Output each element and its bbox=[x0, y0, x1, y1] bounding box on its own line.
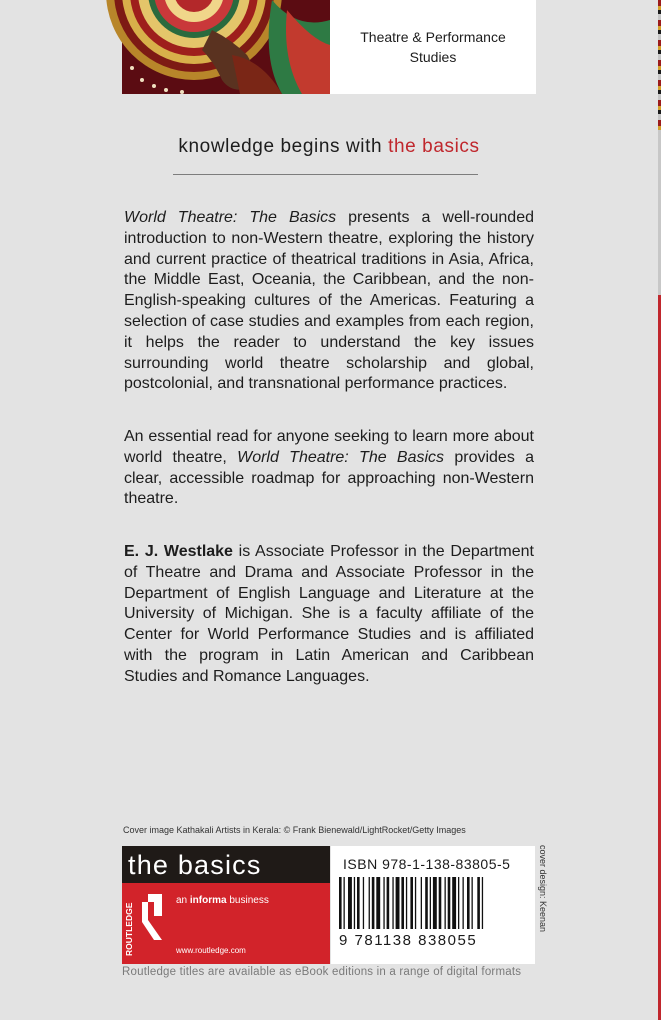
author-bio-text: is Associate Professor in the Department of Theatre and Drama and Associate Professor in the Department of English Language and Literature at the University of Michigan. She is a faculty affiliate of the Center for World Performance Studies and is affiliated with the program in Latin American and Caribbean Studies and Romance Languages. bbox=[124, 543, 534, 685]
barcode-bar bbox=[445, 877, 446, 929]
routledge-logo-icon bbox=[126, 890, 170, 958]
barcode-bar bbox=[401, 877, 404, 929]
series-label: Theatre & Performance Studies bbox=[360, 29, 506, 65]
cover-photo bbox=[122, 0, 330, 94]
description-paragraph-1 bbox=[124, 208, 534, 395]
barcode-bar bbox=[406, 877, 407, 929]
barcode-box bbox=[331, 846, 535, 964]
series-label-box bbox=[330, 0, 536, 94]
publisher-panel bbox=[122, 846, 330, 964]
barcode-bar bbox=[363, 877, 364, 929]
cover-design-credit: cover design: Keenan bbox=[538, 845, 548, 933]
informa-prefix: an bbox=[176, 895, 190, 906]
description-text-2a: An essential read for anyone seeking to learn more about world theatre, bbox=[124, 428, 534, 466]
publisher-url[interactable]: www.routledge.com bbox=[176, 946, 246, 955]
book-title-inline: World Theatre: The Basics bbox=[237, 448, 445, 466]
informa-tagline bbox=[176, 895, 269, 906]
barcode-bar bbox=[452, 877, 456, 929]
barcode-bar bbox=[410, 877, 413, 929]
barcode-bar bbox=[467, 877, 470, 929]
barcode-digits: 9 781138 838055 bbox=[339, 932, 478, 949]
informa-word: informa bbox=[189, 895, 227, 906]
isbn-label: ISBN 978-1-138-83805-5 bbox=[343, 856, 511, 872]
barcode-bar bbox=[357, 877, 360, 929]
barcode-bar bbox=[439, 877, 442, 929]
tagline-highlight: the basics bbox=[388, 136, 480, 157]
kathakali-artist-photo-icon bbox=[122, 0, 330, 94]
barcode-bar bbox=[392, 877, 393, 929]
publisher-brand-block bbox=[122, 883, 330, 964]
barcode-bar bbox=[477, 877, 480, 929]
barcode-bar bbox=[425, 877, 428, 929]
barcode-icon bbox=[337, 877, 529, 935]
barcode-bar bbox=[433, 877, 437, 929]
description-paragraph-2 bbox=[124, 427, 534, 510]
barcode-bar bbox=[396, 877, 400, 929]
informa-suffix: business bbox=[226, 895, 269, 906]
tagline-prefix: knowledge begins with bbox=[178, 136, 383, 157]
cover-image-credit: Cover image Kathakali Artists in Kerala: © Frank Bienewald/LightRocket/Getty Images bbox=[123, 825, 466, 835]
author-name: E. J. Westlake bbox=[124, 543, 233, 560]
barcode-bar bbox=[448, 877, 451, 929]
barcode-bar bbox=[482, 877, 483, 929]
barcode-bar bbox=[369, 877, 370, 929]
barcode-bar bbox=[430, 877, 431, 929]
series-title: the basics bbox=[128, 850, 262, 880]
tagline-divider bbox=[173, 174, 478, 175]
routledge-wordmark: ROUTLEDGE bbox=[124, 902, 134, 956]
barcode-bar bbox=[339, 877, 342, 929]
barcode-bar bbox=[376, 877, 380, 929]
barcode-bar bbox=[372, 877, 375, 929]
barcode-bar bbox=[383, 877, 384, 929]
book-title: World Theatre: The Basics bbox=[124, 209, 337, 226]
description-text-2b: provides a clear, accessible roadmap for approaching non-Western theatre. bbox=[124, 448, 535, 508]
tagline bbox=[122, 136, 536, 158]
barcode-bar bbox=[458, 877, 459, 929]
barcode-bar bbox=[472, 877, 473, 929]
barcode-bar bbox=[348, 877, 352, 929]
ebook-note: Routledge titles are available as eBook editions in a range of digital formats bbox=[122, 966, 522, 978]
barcode-bar bbox=[415, 877, 416, 929]
barcode-bar bbox=[344, 877, 345, 929]
barcode-bar bbox=[354, 877, 355, 929]
barcode-bar bbox=[387, 877, 390, 929]
series-title-bar bbox=[122, 846, 330, 883]
author-bio bbox=[124, 542, 534, 688]
barcode-bar bbox=[421, 877, 422, 929]
barcode-bar bbox=[463, 877, 464, 929]
description-text-1: presents a well-rounded introduction to non-Western theatre, exploring the history and current practice of theatrical traditions in Asia, Africa, the Middle East, Oceania, the Caribbean, and the non-English-speaking cultures of the Americas. Featuring a selection of case studies and examples from each region, it helps the reader to understand the key issues surrounding world theatre scholarship and global, postcolonial, and transnational performance practices. bbox=[124, 209, 534, 393]
